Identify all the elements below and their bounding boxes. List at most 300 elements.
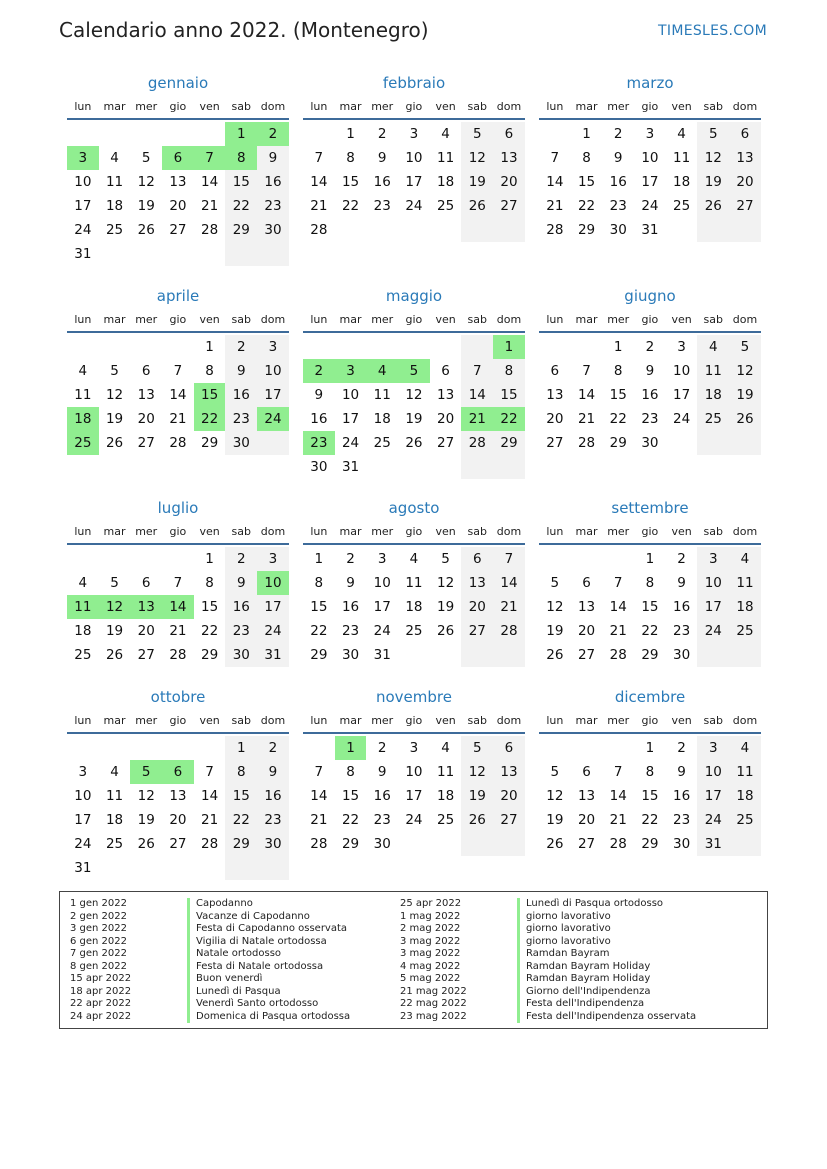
month-name: luglio — [157, 499, 199, 517]
day-cell: 14 — [609, 788, 627, 804]
empty-cell — [194, 122, 226, 146]
holiday-day-cell: 15 — [194, 383, 226, 407]
empty-cell — [571, 736, 603, 760]
day-cell: 8 — [493, 359, 525, 383]
day-cell: 3 — [377, 551, 387, 567]
weekday-label: gio — [405, 714, 423, 727]
day-cell: 13 — [577, 788, 596, 804]
weekday-label: gio — [169, 313, 187, 326]
empty-cell — [493, 643, 525, 667]
day-cell: 5 — [141, 150, 151, 166]
day-cell: 30 — [257, 218, 289, 242]
weekday-label: gio — [405, 525, 423, 538]
legend-date: 1 gen 2022 — [70, 898, 128, 909]
day-cell: 15 — [341, 174, 360, 190]
day-cell: 1 — [205, 551, 214, 567]
day-cell: 2 — [613, 126, 623, 142]
empty-cell — [729, 431, 761, 455]
empty-cell — [461, 335, 493, 359]
legend-row — [400, 911, 696, 924]
weekday-label: dom — [732, 313, 758, 326]
month-gennaio — [67, 73, 289, 266]
holiday-day-cell: 1 — [335, 736, 367, 760]
holiday-day-cell: 3 — [67, 146, 99, 170]
empty-cell — [99, 856, 131, 880]
day-cell: 27 — [169, 836, 187, 852]
day-cell: 2 — [346, 551, 355, 567]
empty-cell — [162, 736, 194, 760]
day-cell: 28 — [310, 222, 328, 238]
day-cell: 22 — [201, 623, 219, 639]
empty-cell — [430, 643, 462, 667]
day-cell: 6 — [582, 764, 591, 780]
empty-cell — [162, 547, 194, 571]
day-cell: 28 — [493, 619, 525, 643]
day-cell: 20 — [437, 411, 455, 427]
day-cell: 25 — [74, 647, 92, 663]
legend-holiday-name: Lunedì di Pasqua — [187, 986, 281, 999]
day-cell: 19 — [137, 198, 155, 214]
empty-cell — [729, 218, 761, 242]
day-cell: 2 — [377, 126, 387, 142]
day-cell: 4 — [78, 575, 88, 591]
weekday-header — [539, 523, 761, 545]
day-cell: 27 — [169, 222, 187, 238]
days-grid — [539, 736, 761, 856]
weekday-header — [67, 523, 289, 545]
legend-date: 7 gen 2022 — [70, 948, 128, 960]
empty-cell — [225, 856, 257, 880]
legend-date: 3 mag 2022 — [400, 948, 461, 960]
weekday-label: lun — [310, 313, 328, 326]
day-cell: 24 — [373, 623, 391, 639]
day-cell: 29 — [310, 647, 328, 663]
empty-cell — [430, 218, 462, 242]
day-cell: 7 — [493, 547, 525, 571]
month-name: settembre — [611, 499, 689, 517]
weekday-label: mar — [339, 100, 362, 113]
month-settembre — [539, 498, 761, 667]
day-cell: 13 — [729, 146, 761, 170]
empty-cell — [461, 455, 493, 479]
day-cell: 14 — [310, 174, 328, 190]
weekday-label: sab — [231, 525, 252, 538]
day-cell: 4 — [110, 764, 119, 780]
day-cell: 25 — [437, 198, 455, 214]
weekday-label: mer — [607, 714, 630, 727]
empty-cell — [67, 335, 99, 359]
day-cell: 5 — [550, 764, 560, 780]
day-cell: 2 — [677, 551, 686, 567]
day-cell: 26 — [546, 836, 564, 852]
day-cell: 16 — [373, 174, 391, 190]
legend-row — [70, 911, 350, 924]
day-cell: 3 — [697, 736, 729, 760]
day-cell: 19 — [546, 623, 564, 639]
day-cell: 1 — [225, 736, 257, 760]
day-cell: 7 — [613, 575, 623, 591]
day-cell: 24 — [341, 435, 360, 451]
day-cell: 10 — [405, 150, 423, 166]
empty-cell — [130, 547, 162, 571]
day-cell: 26 — [461, 808, 493, 832]
day-cell: 18 — [74, 623, 92, 639]
empty-cell — [539, 122, 571, 146]
day-cell: 18 — [405, 599, 423, 615]
legend-holiday-name: Festa di Capodanno osservata — [187, 923, 347, 936]
day-cell: 2 — [225, 335, 257, 359]
day-cell: 15 — [225, 784, 257, 808]
day-cell: 9 — [677, 575, 686, 591]
day-cell: 14 — [310, 788, 328, 804]
weekday-label: sab — [703, 714, 724, 727]
day-cell: 19 — [729, 383, 761, 407]
weekday-label: dom — [732, 100, 758, 113]
day-cell: 13 — [546, 387, 564, 403]
day-cell: 29 — [201, 435, 219, 451]
empty-cell — [697, 643, 729, 667]
day-cell: 10 — [405, 764, 423, 780]
legend-row — [70, 998, 350, 1011]
day-cell: 10 — [697, 571, 729, 595]
day-cell: 24 — [697, 808, 729, 832]
day-cell: 26 — [405, 435, 423, 451]
holiday-day-cell: 11 — [67, 595, 99, 619]
day-cell: 25 — [673, 198, 691, 214]
day-cell: 2 — [677, 740, 686, 756]
holiday-day-cell: 22 — [493, 407, 525, 431]
empty-cell — [162, 335, 194, 359]
day-cell: 11 — [74, 387, 92, 403]
legend-holiday-name: Ramdan Bayram Holiday — [517, 973, 650, 986]
weekday-label: dom — [496, 714, 522, 727]
day-cell: 7 — [314, 764, 324, 780]
day-cell: 10 — [673, 363, 691, 379]
legend-date: 4 mag 2022 — [400, 960, 461, 972]
day-cell: 9 — [346, 575, 355, 591]
weekday-label: mar — [339, 525, 362, 538]
day-cell: 26 — [729, 407, 761, 431]
holiday-day-cell: 8 — [225, 146, 257, 170]
empty-cell — [67, 736, 99, 760]
empty-cell — [130, 242, 162, 266]
holiday-day-cell: 23 — [303, 431, 335, 455]
empty-cell — [99, 335, 131, 359]
day-cell: 24 — [405, 812, 423, 828]
day-cell: 23 — [641, 411, 659, 427]
day-cell: 21 — [609, 623, 627, 639]
weekday-label: mar — [103, 525, 126, 538]
month-name: marzo — [626, 74, 674, 92]
day-cell: 24 — [257, 619, 289, 643]
legend-row — [70, 898, 350, 911]
day-cell: 8 — [346, 150, 355, 166]
legend-date: 1 mag 2022 — [400, 910, 461, 922]
day-cell: 14 — [609, 599, 627, 615]
day-cell: 19 — [461, 170, 493, 194]
days-grid — [539, 547, 761, 667]
weekday-header — [303, 311, 525, 333]
day-cell: 27 — [493, 808, 525, 832]
month-name: giugno — [624, 287, 676, 305]
empty-cell — [461, 832, 493, 856]
day-cell: 14 — [577, 387, 596, 403]
day-cell: 13 — [437, 387, 455, 403]
legend-holiday-name: Festa dell'Indipendenza osservata — [517, 1011, 696, 1024]
legend-date: 3 gen 2022 — [70, 923, 128, 935]
day-cell: 11 — [105, 788, 124, 804]
day-cell: 26 — [137, 222, 155, 238]
day-cell: 7 — [173, 575, 183, 591]
day-cell: 24 — [641, 198, 659, 214]
legend-row — [400, 998, 696, 1011]
weekday-label: lun — [310, 100, 328, 113]
day-cell: 22 — [609, 411, 627, 427]
legend-row — [400, 973, 696, 986]
day-cell: 18 — [437, 788, 455, 804]
day-cell: 26 — [546, 647, 564, 663]
legend-row — [400, 961, 696, 974]
day-cell: 7 — [582, 363, 591, 379]
day-cell: 30 — [225, 643, 257, 667]
weekday-label: ven — [671, 525, 692, 538]
month-name: novembre — [376, 688, 452, 706]
day-cell: 12 — [461, 760, 493, 784]
empty-cell — [571, 547, 603, 571]
weekday-label: mer — [371, 714, 394, 727]
legend-holiday-name: Festa dell'Indipendenza — [517, 998, 644, 1011]
empty-cell — [602, 736, 634, 760]
empty-cell — [461, 643, 493, 667]
empty-cell — [398, 335, 430, 359]
day-cell: 3 — [257, 547, 289, 571]
weekday-label: lun — [74, 714, 92, 727]
day-cell: 7 — [205, 764, 214, 780]
empty-cell — [225, 242, 257, 266]
legend-date: 25 apr 2022 — [400, 898, 462, 909]
day-cell: 9 — [377, 150, 387, 166]
holiday-day-cell: 6 — [162, 146, 194, 170]
weekday-header — [303, 523, 525, 545]
day-cell: 19 — [105, 411, 124, 427]
day-cell: 2 — [377, 740, 387, 756]
legend-row — [400, 948, 696, 961]
weekday-label: dom — [496, 525, 522, 538]
day-cell: 16 — [373, 788, 391, 804]
weekday-label: mar — [575, 525, 598, 538]
month-name: aprile — [156, 287, 200, 305]
legend-date: 6 gen 2022 — [70, 935, 128, 947]
empty-cell — [539, 547, 571, 571]
day-cell: 19 — [137, 812, 155, 828]
empty-cell — [729, 832, 761, 856]
day-cell: 31 — [641, 222, 659, 238]
weekday-label: sab — [231, 100, 252, 113]
day-cell: 9 — [257, 146, 289, 170]
day-cell: 12 — [461, 146, 493, 170]
legend-row — [400, 986, 696, 999]
day-cell: 13 — [169, 788, 187, 804]
day-cell: 30 — [673, 647, 691, 663]
weekday-label: dom — [732, 714, 758, 727]
empty-cell — [162, 122, 194, 146]
day-cell: 22 — [577, 198, 596, 214]
weekday-header — [539, 98, 761, 120]
day-cell: 12 — [137, 788, 155, 804]
days-grid — [303, 736, 525, 856]
empty-cell — [398, 832, 430, 856]
day-cell: 13 — [577, 599, 596, 615]
day-cell: 4 — [110, 150, 119, 166]
legend-holiday-name: Ramdan Bayram Holiday — [517, 961, 650, 974]
weekday-label: mer — [135, 313, 158, 326]
day-cell: 19 — [461, 784, 493, 808]
day-cell: 28 — [169, 435, 187, 451]
weekday-header — [303, 98, 525, 120]
month-name: agosto — [388, 499, 440, 517]
day-cell: 12 — [546, 788, 564, 804]
weekday-header — [539, 712, 761, 734]
day-cell: 11 — [105, 174, 124, 190]
day-cell: 22 — [310, 623, 328, 639]
weekday-label: mar — [575, 100, 598, 113]
day-cell: 27 — [493, 194, 525, 218]
holiday-day-cell: 12 — [99, 595, 131, 619]
weekday-label: gio — [169, 525, 187, 538]
legend-date: 15 apr 2022 — [70, 973, 132, 985]
holiday-day-cell: 22 — [194, 407, 226, 431]
day-cell: 2 — [645, 339, 655, 355]
month-name: ottobre — [150, 688, 206, 706]
day-cell: 8 — [582, 150, 591, 166]
weekday-label: sab — [231, 714, 252, 727]
day-cell: 13 — [493, 760, 525, 784]
month-name: febbraio — [382, 74, 446, 92]
day-cell: 30 — [341, 647, 360, 663]
day-cell: 8 — [645, 575, 655, 591]
day-cell: 29 — [641, 836, 659, 852]
day-cell: 6 — [141, 575, 151, 591]
day-cell: 16 — [225, 383, 257, 407]
days-grid — [303, 335, 525, 479]
day-cell: 21 — [310, 812, 328, 828]
day-cell: 23 — [225, 407, 257, 431]
weekday-label: dom — [496, 313, 522, 326]
day-cell: 31 — [341, 459, 360, 475]
day-cell: 26 — [437, 623, 455, 639]
day-cell: 1 — [645, 551, 655, 567]
empty-cell — [99, 122, 131, 146]
weekday-label: mar — [103, 714, 126, 727]
empty-cell — [539, 335, 571, 359]
legend-row — [70, 961, 350, 974]
day-cell: 21 — [546, 198, 564, 214]
day-cell: 20 — [577, 812, 596, 828]
legend-date: 2 gen 2022 — [70, 910, 128, 922]
day-cell: 27 — [437, 435, 455, 451]
empty-cell — [257, 856, 289, 880]
day-cell: 12 — [405, 387, 423, 403]
day-cell: 14 — [169, 387, 187, 403]
weekday-label: sab — [703, 525, 724, 538]
weekday-label: sab — [467, 525, 488, 538]
day-cell: 4 — [677, 126, 686, 142]
day-cell: 15 — [641, 788, 659, 804]
day-cell: 2 — [225, 547, 257, 571]
day-cell: 22 — [225, 808, 257, 832]
weekday-label: lun — [74, 100, 92, 113]
day-cell: 10 — [697, 760, 729, 784]
empty-cell — [571, 335, 603, 359]
day-cell: 28 — [609, 647, 627, 663]
day-cell: 25 — [729, 808, 761, 832]
day-cell: 1 — [582, 126, 591, 142]
holiday-day-cell: 18 — [67, 407, 99, 431]
day-cell: 20 — [493, 170, 525, 194]
holiday-day-cell: 14 — [162, 595, 194, 619]
day-cell: 23 — [257, 808, 289, 832]
day-cell: 23 — [609, 198, 627, 214]
day-cell: 20 — [169, 198, 187, 214]
day-cell: 5 — [110, 575, 119, 591]
weekday-label: dom — [260, 100, 286, 113]
legend-row — [70, 936, 350, 949]
day-cell: 21 — [169, 411, 187, 427]
day-cell: 23 — [373, 812, 391, 828]
weekday-header — [67, 712, 289, 734]
day-cell: 30 — [641, 435, 659, 451]
day-cell: 19 — [546, 812, 564, 828]
day-cell: 5 — [461, 122, 493, 146]
day-cell: 25 — [697, 407, 729, 431]
empty-cell — [729, 643, 761, 667]
day-cell: 19 — [697, 170, 729, 194]
empty-cell — [194, 856, 226, 880]
day-cell: 18 — [437, 174, 455, 190]
legend-date: 2 mag 2022 — [400, 923, 461, 935]
day-cell: 26 — [105, 647, 124, 663]
weekday-label: mer — [135, 100, 158, 113]
legend-date: 22 apr 2022 — [70, 998, 132, 1010]
legend-holiday-name: Domenica di Pasqua ortodossa — [187, 1011, 350, 1024]
weekday-label: gio — [641, 714, 659, 727]
weekday-label: mar — [103, 100, 126, 113]
weekday-label: ven — [199, 525, 220, 538]
day-cell: 9 — [314, 387, 324, 403]
day-cell: 16 — [641, 387, 659, 403]
day-cell: 11 — [405, 575, 423, 591]
day-cell: 27 — [577, 836, 596, 852]
day-cell: 12 — [697, 146, 729, 170]
day-cell: 25 — [437, 812, 455, 828]
day-cell: 27 — [546, 435, 564, 451]
day-cell: 5 — [110, 363, 119, 379]
day-cell: 3 — [677, 339, 686, 355]
day-cell: 20 — [137, 623, 155, 639]
day-cell: 26 — [461, 194, 493, 218]
day-cell: 4 — [441, 740, 450, 756]
day-cell: 25 — [105, 836, 124, 852]
weekday-label: mer — [607, 313, 630, 326]
day-cell: 18 — [729, 784, 761, 808]
day-cell: 22 — [641, 812, 659, 828]
brand-logo[interactable]: TIMESLES.COM — [658, 23, 767, 39]
day-cell: 21 — [201, 812, 219, 828]
day-cell: 16 — [673, 788, 691, 804]
weekday-label: dom — [260, 525, 286, 538]
day-cell: 24 — [74, 836, 92, 852]
day-cell: 30 — [673, 836, 691, 852]
